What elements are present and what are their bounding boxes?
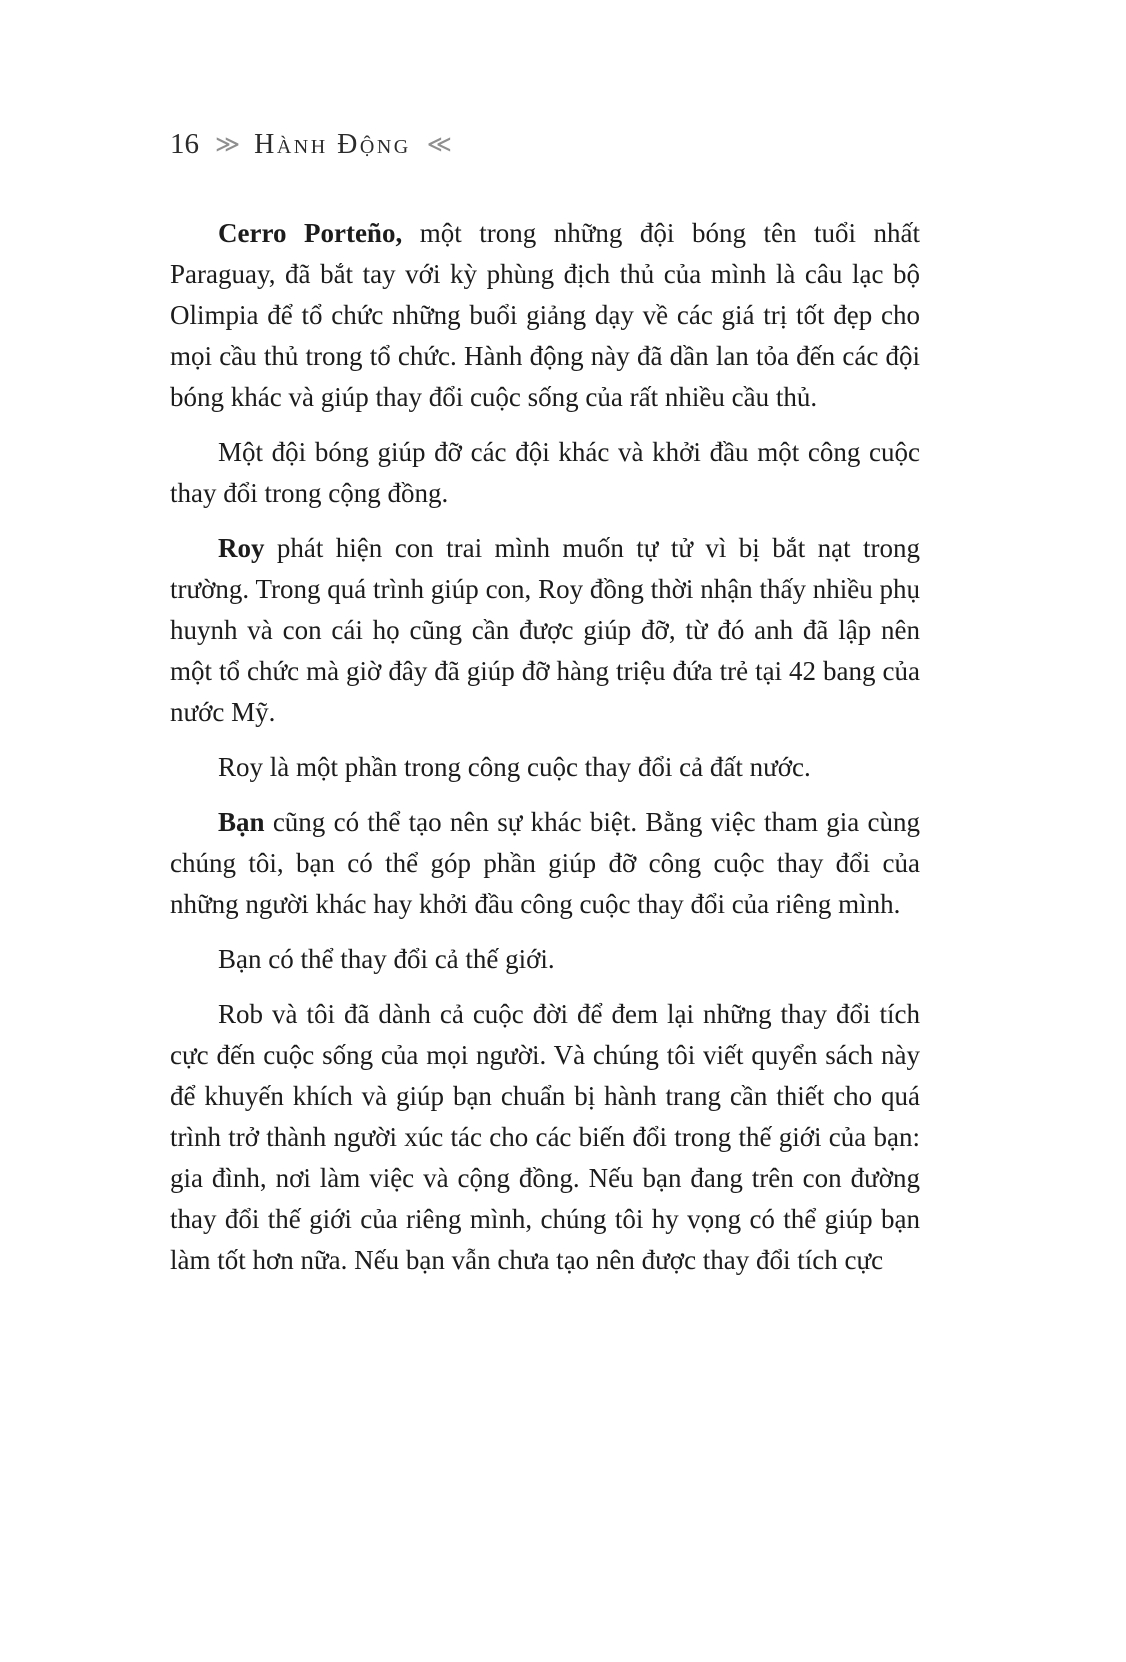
paragraph-text: Roy là một phần trong công cuộc thay đổi cả đất nước. (218, 752, 811, 782)
paragraph (170, 528, 920, 733)
running-header (170, 128, 920, 161)
body-text (170, 213, 920, 1281)
left-ornament-icon: ≫ (215, 132, 239, 158)
paragraph-text: Một đội bóng giúp đỡ các đội khác và khởi đầu một công cuộc thay đổi trong cộng đồng. (170, 437, 920, 508)
page-number: 16 (170, 128, 199, 160)
paragraph-text: cũng có thể tạo nên sự khác biệt. Bằng việc tham gia cùng chúng tôi, bạn có thể góp phần giúp đỡ công cuộc thay đổi của những người khác hay khởi đầu công cuộc thay đổi của riêng mình. (170, 807, 920, 919)
paragraph-lead: Cerro Porteño, (218, 218, 403, 248)
paragraph-text: một trong những đội bóng tên tuổi nhất Paraguay, đã bắt tay với kỳ phùng địch thủ của mình là câu lạc bộ Olimpia để tổ chức những buổi giảng dạy về các giá trị tốt đẹp cho mọi cầu thủ trong tổ chức. Hành động này đã dần lan tỏa đến các đội bóng khác và giúp thay đổi cuộc sống của rất nhiều cầu thủ. (170, 218, 920, 412)
paragraph-text: phát hiện con trai mình muốn tự tử vì bị bắt nạt trong trường. Trong quá trình giúp con, Roy đồng thời nhận thấy nhiều phụ huynh và con cái họ cũng cần được giúp đỡ, từ đó anh đã lập nên một tổ chức mà giờ đây đã giúp đỡ hàng triệu đứa trẻ tại 42 bang của nước Mỹ. (170, 533, 920, 727)
paragraph (170, 802, 920, 925)
paragraph (170, 213, 920, 418)
paragraph-text: Rob và tôi đã dành cả cuộc đời để đem lại những thay đổi tích cực đến cuộc sống của mọi người. Và chúng tôi viết quyển sách này để khuyến khích và giúp bạn chuẩn bị hành trang cần thiết cho quá trình trở thành người xúc tác cho các biến đổi trong thế giới của bạn: gia đình, nơi làm việc và cộng đồng. Nếu bạn đang trên con đường thay đổi thế giới của riêng mình, chúng tôi hy vọng có thể giúp bạn làm tốt hơn nữa. Nếu bạn vẫn chưa tạo nên được thay đổi tích cực (170, 999, 920, 1275)
paragraph-lead: Roy (218, 533, 265, 563)
right-ornament-icon: ≪ (426, 132, 450, 158)
paragraph-lead: Bạn (218, 807, 265, 837)
paragraph (170, 432, 920, 514)
paragraph (170, 939, 920, 980)
chapter-title: Hành Động (254, 129, 411, 160)
paragraph (170, 747, 920, 788)
paragraph (170, 994, 920, 1281)
paragraph-text: Bạn có thể thay đổi cả thế giới. (218, 944, 555, 974)
